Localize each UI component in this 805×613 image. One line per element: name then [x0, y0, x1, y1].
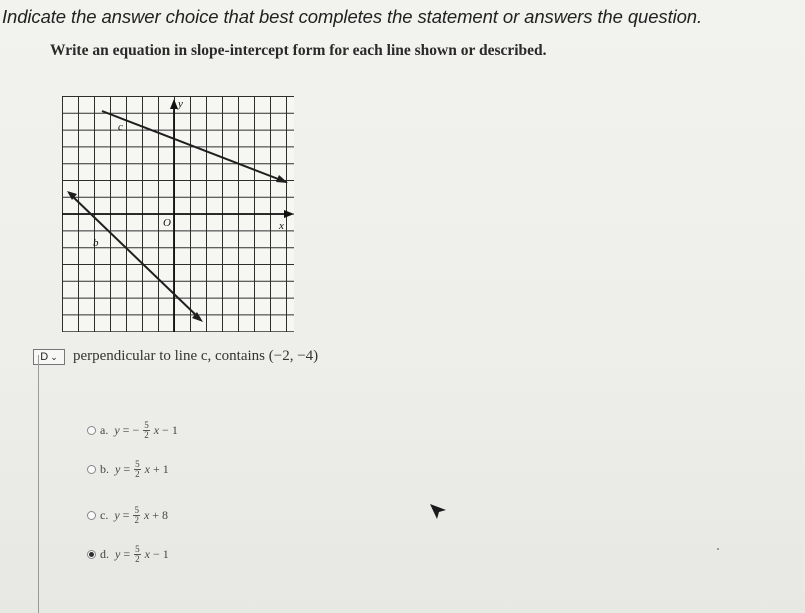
eq-constant: 8 [162, 507, 169, 522]
equation-a [114, 421, 178, 440]
line-b-label: b [93, 237, 99, 249]
eq-fraction [134, 460, 141, 479]
eq-sign: − [132, 422, 140, 437]
fraction-denominator: 2 [144, 429, 149, 440]
chevron-down-icon: ⌄ [50, 351, 58, 362]
eq-equals: = [123, 546, 131, 561]
radio-b[interactable] [87, 465, 96, 474]
page-edge-divider [38, 355, 39, 613]
fraction-numerator: 5 [135, 543, 140, 554]
choice-a[interactable] [87, 418, 178, 442]
equation-b [115, 460, 169, 479]
eq-variable: x [143, 507, 150, 522]
screen-speck [717, 548, 719, 550]
choice-d[interactable] [87, 542, 169, 566]
choice-letter: c. [100, 507, 109, 522]
origin-label: O [163, 217, 171, 229]
fraction-numerator: 5 [135, 458, 140, 469]
eq-variable: x [153, 422, 160, 437]
question-text: perpendicular to line c, contains (−2, −4) [73, 348, 319, 364]
line-c-label: c [118, 121, 123, 133]
choice-letter: a. [100, 422, 109, 437]
eq-variable: x [144, 546, 150, 561]
mouse-cursor-icon [428, 502, 448, 522]
fraction-denominator: 2 [135, 468, 140, 479]
eq-lhs: y [114, 422, 120, 437]
fraction-denominator: 2 [135, 553, 140, 564]
eq-operator: + [152, 461, 160, 476]
eq-lhs: y [115, 461, 121, 476]
dropdown-value: D [40, 351, 49, 363]
choice-b[interactable] [87, 457, 169, 481]
radio-a[interactable] [87, 426, 96, 435]
eq-fraction [134, 545, 141, 564]
radio-d[interactable] [87, 550, 96, 559]
y-axis-label: y [178, 98, 183, 110]
eq-equals: = [122, 422, 130, 437]
sub-instruction-text: Write an equation in slope-intercept form for each line shown or described. [50, 42, 547, 59]
instruction-text: Indicate the answer choice that best completes the statement or answers the question. [2, 6, 703, 27]
eq-constant: 1 [162, 546, 169, 561]
fraction-numerator: 5 [134, 504, 139, 515]
eq-fraction [143, 421, 150, 440]
radio-c[interactable] [87, 511, 96, 520]
eq-equals: = [122, 507, 130, 522]
eq-lhs: y [115, 546, 121, 561]
eq-equals: = [123, 461, 131, 476]
coordinate-graph [62, 96, 294, 332]
eq-constant: 1 [171, 422, 178, 437]
choice-letter: d. [100, 546, 109, 561]
eq-operator: + [152, 507, 160, 522]
equation-c [114, 506, 168, 525]
x-axis-label: x [279, 220, 284, 232]
choice-c[interactable] [87, 503, 168, 527]
eq-fraction [133, 506, 140, 525]
eq-constant: 1 [162, 461, 169, 476]
equation-d [115, 545, 169, 564]
eq-variable: x [144, 461, 150, 476]
fraction-numerator: 5 [144, 419, 149, 430]
eq-operator: − [152, 546, 160, 561]
eq-lhs: y [114, 507, 120, 522]
eq-operator: − [162, 422, 169, 437]
choice-letter: b. [100, 461, 109, 476]
fraction-denominator: 2 [134, 514, 139, 525]
